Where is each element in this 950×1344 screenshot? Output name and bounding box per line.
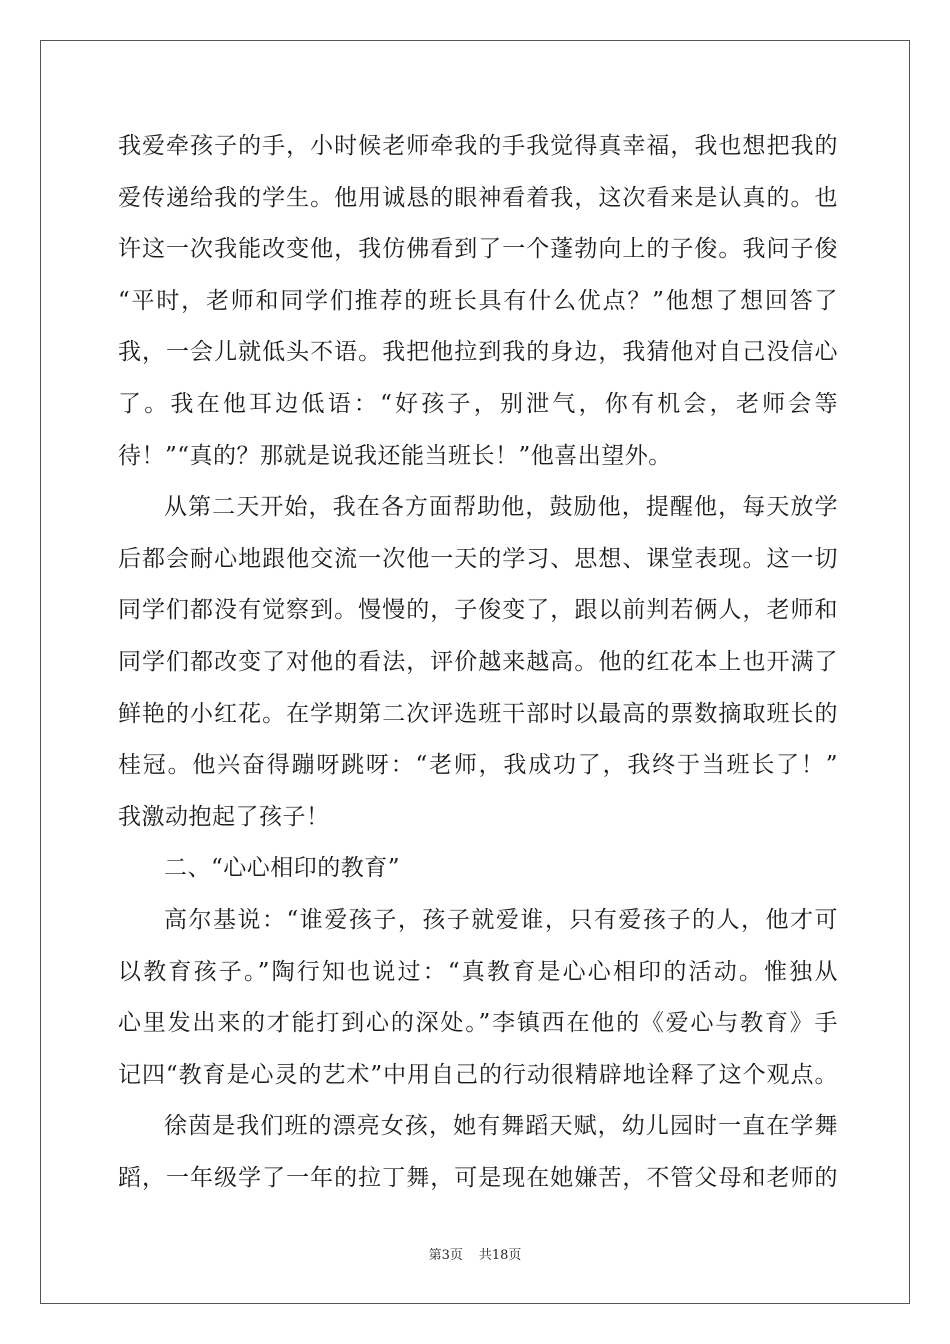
text-line: 爱传递给我的学生。他用诚恳的眼神看着我，这次看来是认真的。也 <box>118 184 838 211</box>
text-line: 桂冠。他兴奋得蹦呀跳呀：“老师，我成功了，我终于当班长了！” <box>118 752 838 779</box>
text-line: 我爱牵孩子的手，小时候老师牵我的手我觉得真幸福，我也想把我的 <box>118 133 838 159</box>
section-heading: 二、“心心相印的教育” <box>164 855 401 882</box>
total-pages: 共18页 <box>478 1248 522 1263</box>
text-line: 许这一次我能改变他，我仿佛看到了一个蓬勃向上的子俊。我问子俊 <box>118 236 838 263</box>
text-line: 后都会耐心地跟他交流一次他一天的学习、思想、课堂表现。这一切 <box>118 545 838 572</box>
text-line: 我，一会儿就低头不语。我把他拉到我的身边，我猜他对自己没信心 <box>118 339 838 366</box>
text-line: 待！”“真的？那就是说我还能当班长！”他喜出望外。 <box>118 442 672 469</box>
page-footer <box>0 1244 950 1263</box>
text-line: 蹈，一年级学了一年的拉丁舞，可是现在她嫌苦，不管父母和老师的 <box>118 1164 838 1191</box>
paragraph-first-line: 从第二天开始，我在各方面帮助他，鼓励他，提醒他，每天放学 <box>164 494 838 521</box>
text-line: 以教育孩子。”陶行知也说过：“真教育是心心相印的活动。惟独从 <box>118 958 838 985</box>
paragraph-first-line: 高尔基说：“谁爱孩子，孩子就爱谁，只有爱孩子的人，他才可 <box>164 906 838 933</box>
paragraph-first-line: 徐茵是我们班的漂亮女孩，她有舞蹈天赋，幼儿园时一直在学舞 <box>164 1113 838 1140</box>
text-line: 同学们都没有觉察到。慢慢的，子俊变了，跟以前判若俩人，老师和 <box>118 597 838 624</box>
document-body <box>118 128 838 1211</box>
text-line: 同学们都改变了对他的看法，评价越来越高。他的红花本上也开满了 <box>118 648 838 675</box>
text-line: 心里发出来的才能打到心的深处。”李镇西在他的《爱心与教育》手 <box>118 1010 838 1037</box>
page-number: 第3页 <box>428 1248 463 1263</box>
text-line: 记四“教育是心灵的艺术”中用自己的行动很精辟地诠释了这个观点。 <box>118 1061 838 1088</box>
text-line: 了。我在他耳边低语：“好孩子，别泄气，你有机会，老师会等 <box>118 390 838 417</box>
text-line: 鲜艳的小红花。在学期第二次评选班干部时以最高的票数摘取班长的 <box>118 700 838 727</box>
text-line: 我激动抱起了孩子！ <box>118 803 330 830</box>
text-line: “平时，老师和同学们推荐的班长具有什么优点？”他想了想回答了 <box>118 287 838 314</box>
